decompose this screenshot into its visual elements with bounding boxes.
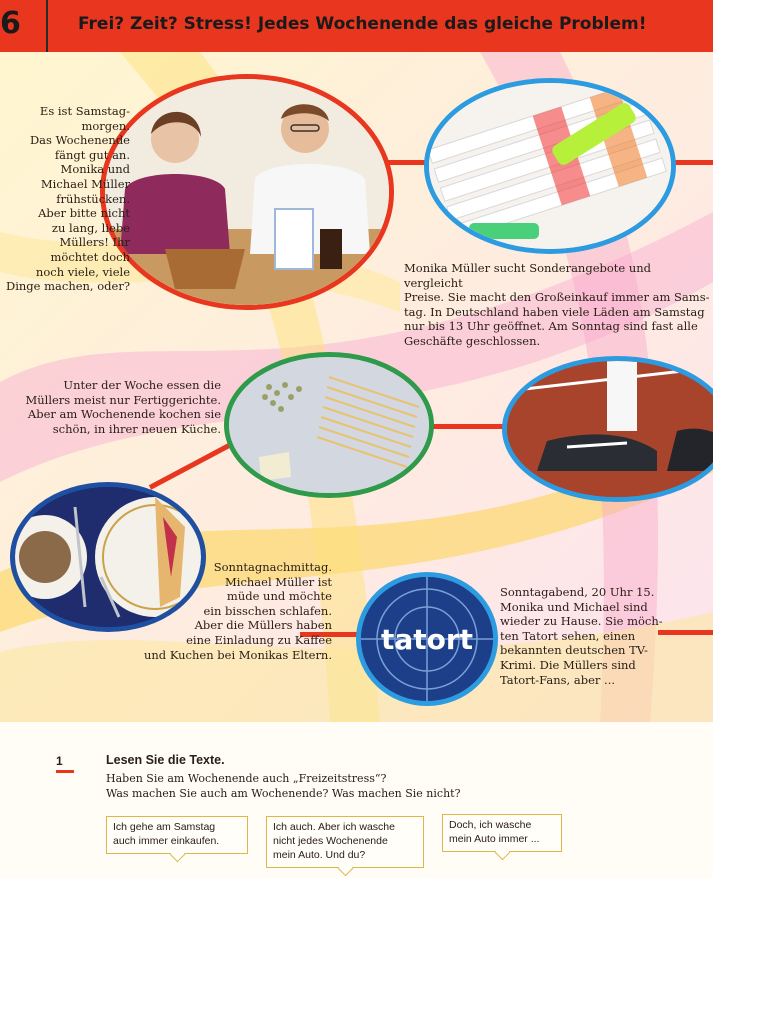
text-sunday-evening: Sonntagabend, 20 Uhr 15. Monika und Michael sind wieder zu Hause. Sie möch- ten Tatort sehen, einen bekannten deutschen TV- Krimi. Die Müllers sind Tatort-Fans, aber ... — [500, 585, 663, 687]
chapter-header — [0, 0, 713, 52]
text-shopping: Monika Müller sucht Sonderangebote und vergleicht Preise. Sie macht den Großeinkauf immer am Sams- tag. In Deutschland haben viele Läden am Samstag nur bis 13 Uhr geöffnet. Am Sonntag sind fast alle Geschäfte geschlossen. — [404, 261, 710, 348]
exercise-number: 1 — [56, 754, 63, 768]
sneaker-illustration — [507, 361, 713, 497]
tatort-logo-text: tatort — [380, 623, 474, 656]
page-title: Frei? Zeit? Stress! Jedes Wochenende das gleiche Problem! — [78, 14, 647, 34]
speech-bubble-2: Ich auch. Aber ich wasche nicht jedes Wochenende mein Auto. Und du? — [266, 816, 424, 868]
photo-shopping — [424, 78, 676, 254]
flyer-illustration — [429, 83, 671, 249]
chapter-number: 6 — [0, 6, 21, 41]
photo-kitchen — [224, 352, 434, 498]
speech-bubble-3: Doch, ich wasche mein Auto immer ... — [442, 814, 562, 852]
text-sunday-afternoon: Sonntagnachmittag. Michael Müller ist müde und möchte ein bisschen schlafen. Aber die Müllers haben eine Einladung zu Kaffee und Kuchen bei Monikas Eltern. — [143, 560, 332, 662]
photo-breakfast — [100, 74, 394, 310]
speech-bubble-1: Ich gehe am Samstag auch immer einkaufen. — [106, 816, 248, 854]
pasta-illustration — [229, 357, 429, 493]
exercise-number-underline — [56, 770, 74, 773]
text-saturday-morning: Es ist Samstag- morgen. Das Wochenende fängt gut an. Monika und Michael Müller frühstücken. Aber bitte nicht zu lang, liebe Müllers! Ihr möchtet doch noch viele, viele Dinge machen, oder? — [5, 104, 130, 294]
header-divider — [46, 0, 48, 52]
photo-tatort — [356, 572, 498, 706]
exercise-question-1: Haben Sie am Wochenende auch „Freizeitstress“? — [106, 772, 387, 785]
text-cooking: Unter der Woche essen die Müllers meist nur Fertiggerichte. Aber am Wochenende kochen sie schön, in ihrer neuen Küche. — [25, 378, 221, 436]
breakfast-illustration — [105, 79, 389, 305]
exercise-question-2: Was machen Sie auch am Wochenende? Was machen Sie nicht? — [106, 787, 461, 800]
exercise-title: Lesen Sie die Texte. — [106, 753, 225, 767]
tatort-crosshair — [361, 577, 493, 701]
